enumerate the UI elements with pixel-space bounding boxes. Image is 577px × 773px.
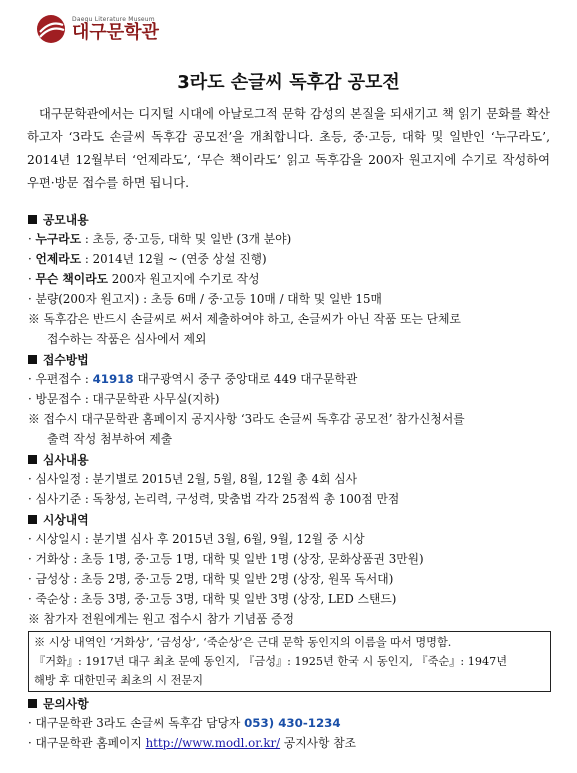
logo-english: Daegu Literature Museum (72, 15, 155, 23)
section-heading-inquiry: 문의사항 (28, 693, 551, 713)
section-heading-submission: 접수방법 (28, 349, 551, 369)
note-continued: 출력 작성 첨부하여 제출 (47, 432, 173, 446)
logo (36, 14, 159, 44)
list-item: · 분량(200자 원고지) : 초등 6매 / 중·고등 10매 / 대학 및 일반 15매 (28, 292, 382, 306)
list-item: · 거화상 : 초등 1명, 중·고등 1명, 대학 및 일반 1명 (상장, 문화상품권 3만원) (28, 552, 424, 566)
museum-logo-icon (36, 14, 66, 44)
zip-code: 41918 (92, 372, 134, 386)
list-item: · 대구문학관 홈페이지 http://www.modl.or.kr/ 공지사항 참조 (28, 736, 356, 750)
homepage-link[interactable]: http://www.modl.or.kr/ (145, 736, 281, 750)
list-item: · 대구문학관 3라도 손글씨 독후감 담당자 053) 430-1234 (28, 716, 341, 730)
list-item: · 시상일시 : 분기별 심사 후 2015년 3월, 6월, 9월, 12월 중 시상 (28, 532, 365, 546)
award-name-origin-box: ※ 시상 내역인 ‘거화상’, ‘금성상’, ‘죽순상’은 근대 문학 동인지의 이름을 따서 명명함. 『거화』: 1917년 대구 최초 문예 동인지, 『금성』: 1925년 한국 시 동인지, 『죽순』: 1947년 해방 후 대한민국 최초의 시 전문지 (28, 631, 551, 692)
square-bullet-icon (28, 215, 37, 224)
logo-korean: 대구문학관 (72, 21, 159, 43)
note: ※ 참가자 전원에게는 원고 접수시 참가 기념품 증정 (28, 612, 294, 626)
square-bullet-icon (28, 355, 37, 364)
list-item: · 방문접수 : 대구문학관 사무실(지하) (28, 392, 220, 406)
section-heading-awards: 시상내역 (28, 509, 551, 529)
note: ※ 접수시 대구문학관 홈페이지 공지사항 ‘3라도 손글씨 독후감 공모전’ 참가신청서를 (28, 412, 465, 426)
note-continued: 접수하는 작품은 심사에서 제외 (47, 332, 207, 346)
square-bullet-icon (28, 699, 37, 708)
square-bullet-icon (28, 455, 37, 464)
list-item: · 무슨 책이라도 200자 원고지에 수기로 작성 (28, 272, 260, 286)
list-item: · 언제라도 : 2014년 12월 ~ (연중 상설 진행) (28, 252, 267, 266)
list-item: · 심사기준 : 독창성, 논리력, 구성력, 맞춤법 각각 25점씩 총 100점 만점 (28, 492, 400, 506)
list-item: · 금성상 : 초등 2명, 중·고등 2명, 대학 및 일반 2명 (상장, 원목 독서대) (28, 572, 394, 586)
list-item: · 죽순상 : 초등 3명, 중·고등 3명, 대학 및 일반 3명 (상장, LED 스탠드) (28, 592, 397, 606)
content-body (28, 209, 551, 753)
list-item: · 심사일정 : 분기별로 2015년 2월, 5월, 8월, 12월 총 4회 심사 (28, 472, 358, 486)
section-heading-contest: 공모내용 (28, 209, 551, 229)
list-item: · 우편접수 : 41918 대구광역시 중구 중앙대로 449 대구문학관 (28, 372, 358, 386)
section-heading-review: 심사내용 (28, 449, 551, 469)
list-item: · 누구라도 : 초등, 중·고등, 대학 및 일반 (3개 분야) (28, 232, 292, 246)
page-title: 3라도 손글씨 독후감 공모전 (177, 72, 400, 93)
square-bullet-icon (28, 515, 37, 524)
note: ※ 독후감은 반드시 손글씨로 써서 제출하여야 하고, 손글씨가 아닌 작품 또는 단체로 (28, 312, 461, 326)
phone-number: 053) 430-1234 (244, 716, 341, 730)
intro-paragraph: 대구문학관에서는 디지털 시대에 아날로그적 문학 감성의 본질을 되새기고 책 읽기 문화를 확산하고자 ‘3라도 손글씨 독후감 공모전’을 개최합니다. 초등, 중·고등, 대학 및 일반인 ‘누구라도’, 2014년 12월부터 ‘언제라도’, ‘무슨 책이라도’ 읽고 독후감을 200자 원고지에 수기로 작성하여 우편·방문 접수를 하면 됩니다. (27, 107, 550, 190)
